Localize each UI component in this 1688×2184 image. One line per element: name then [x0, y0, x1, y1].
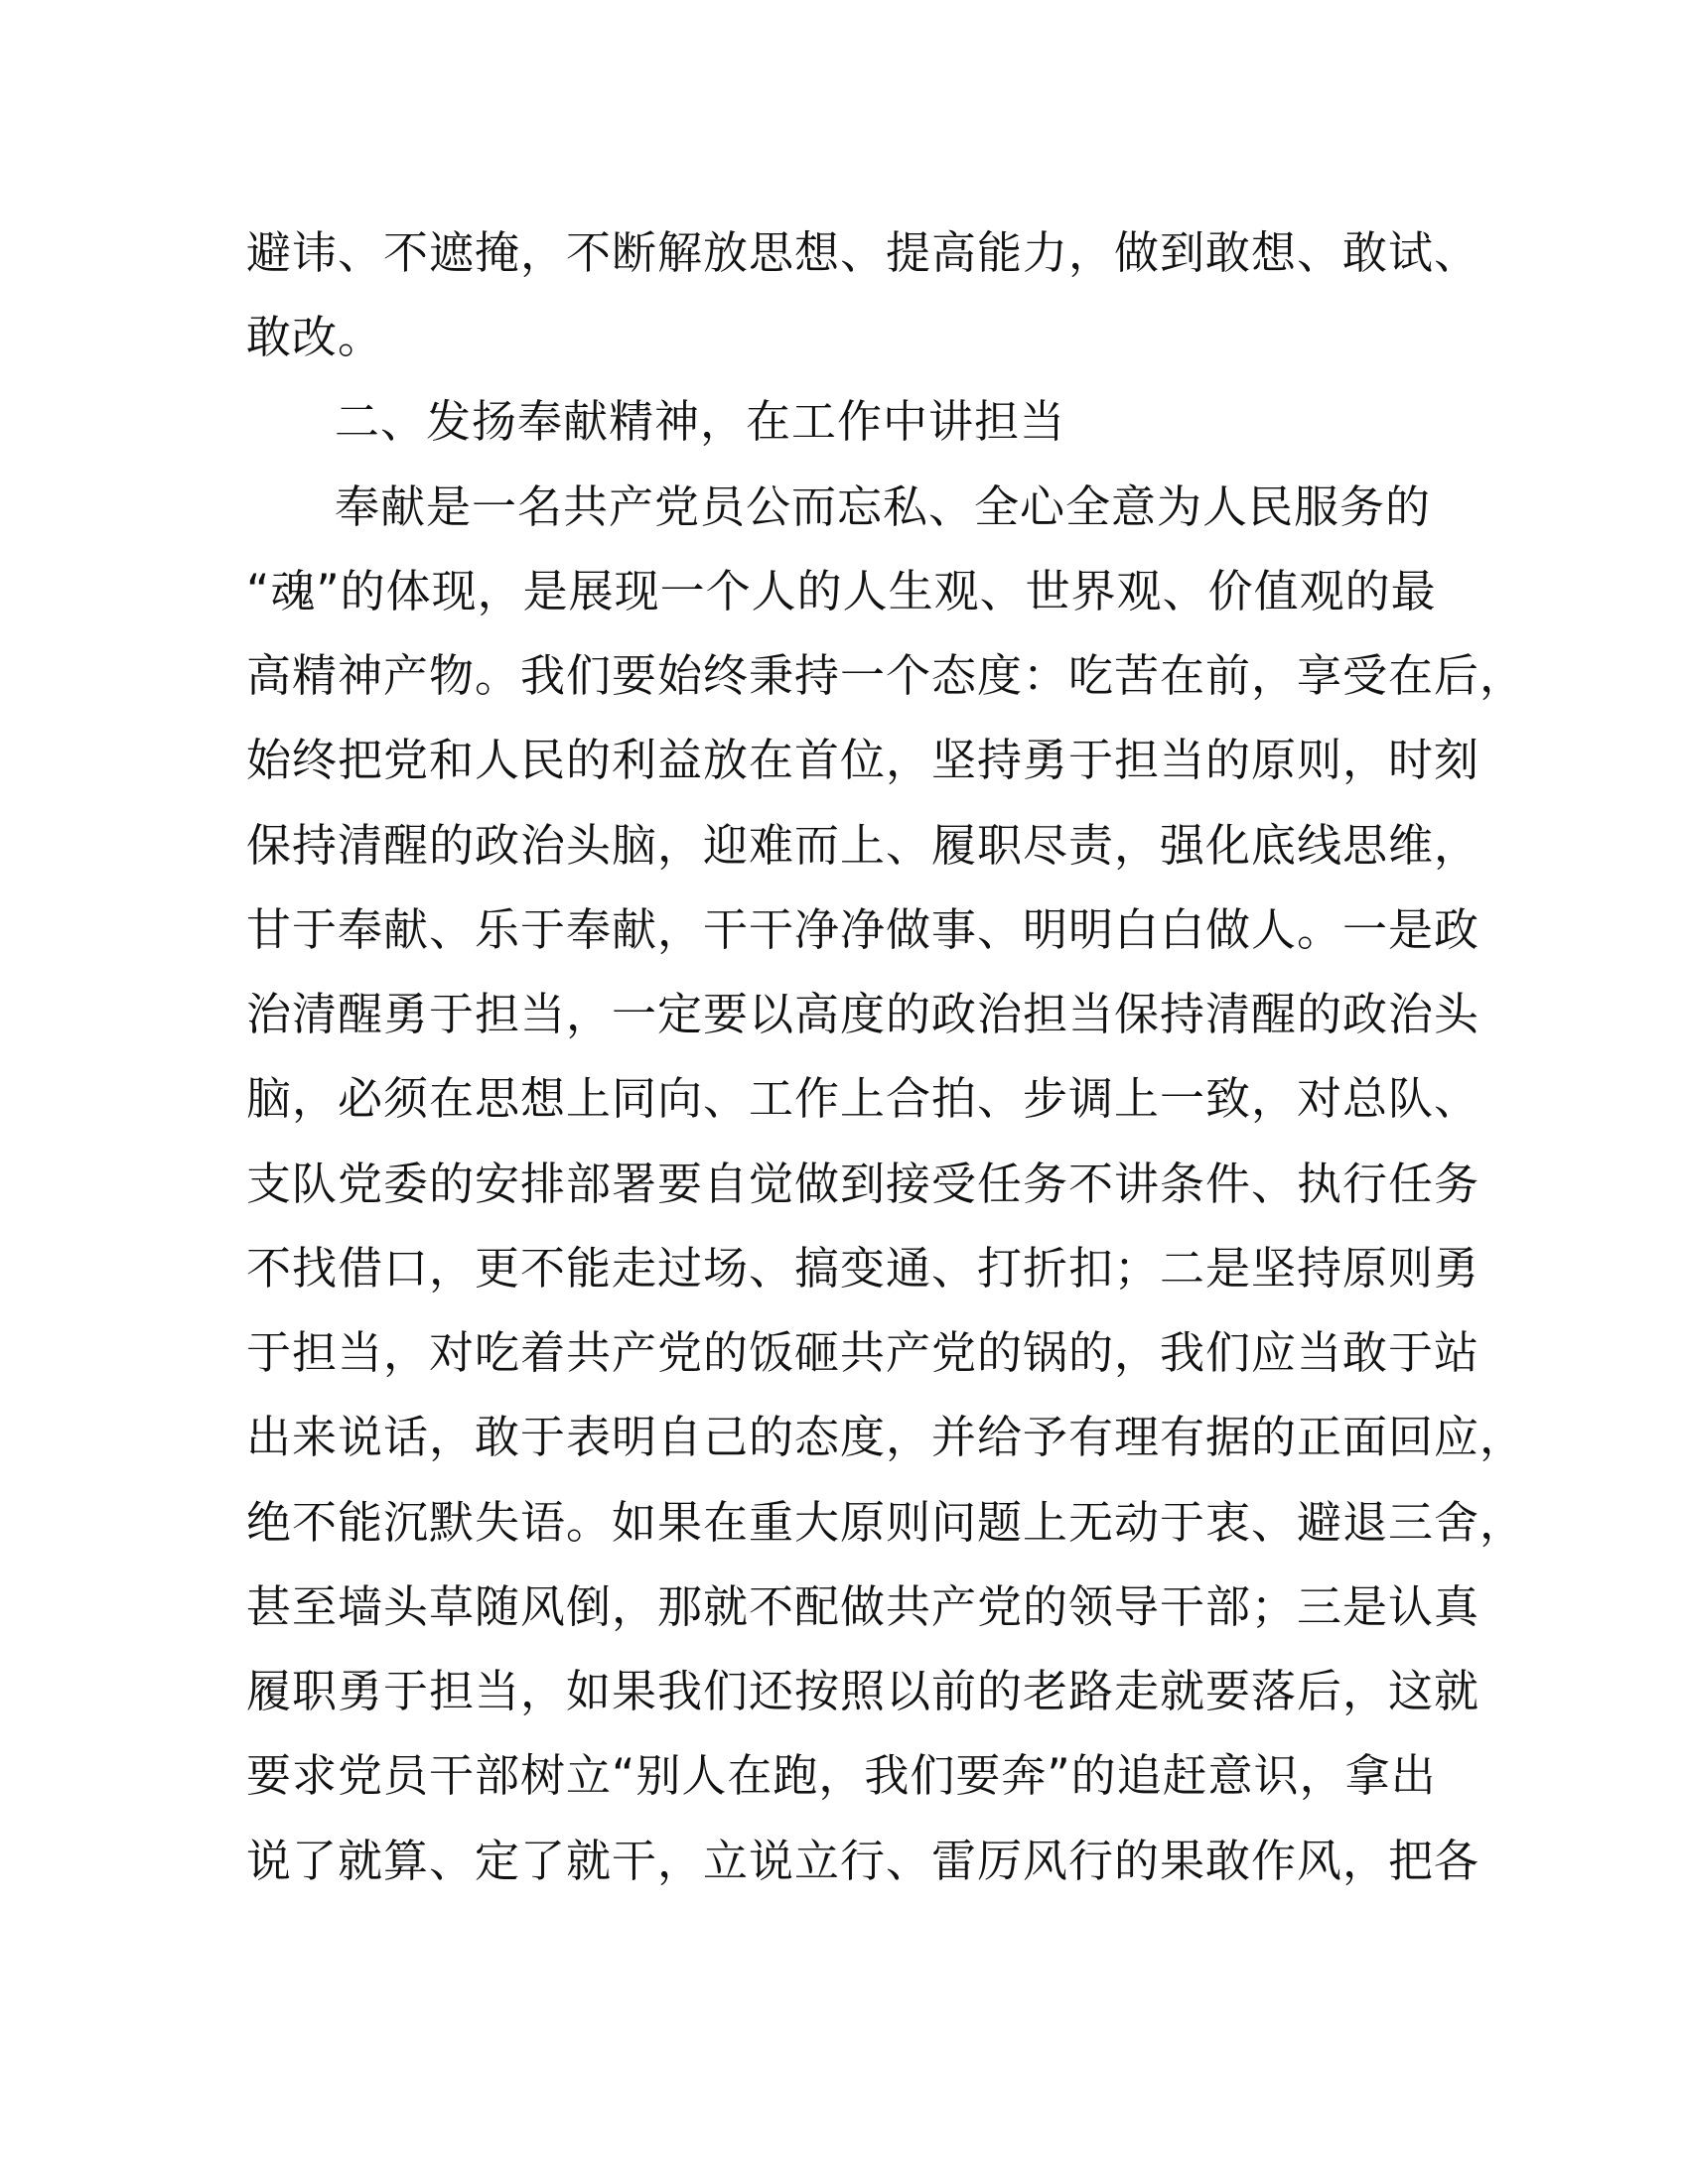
- text-line-6: 高精神产物。我们要始终秉持一个态度：吃苦在前，享受在后，: [246, 649, 1526, 702]
- text-line-9: 甘于奉献、乐于奉献，干干净净做事、明明白白做人。一是政: [246, 903, 1480, 956]
- text-line-1: 避讳、不遮掩，不断解放思想、提高能力，做到敢想、敢试、: [246, 226, 1480, 279]
- text-line-20: 说了就算、定了就干，立说立行、雷厉风行的果敢作风，把各: [246, 1835, 1480, 1887]
- text-line-11: 脑，必须在思想上同向、工作上合拍、步调上一致，对总队、: [246, 1072, 1480, 1125]
- text-line-18: 履职勇于担当，如果我们还按照以前的老路走就要落后，这就: [246, 1665, 1480, 1717]
- text-line-10: 治清醒勇于担当，一定要以高度的政治担当保持清醒的政治头: [246, 988, 1480, 1040]
- text-line-16: 绝不能沉默失语。如果在重大原则问题上无动于衷、避退三舍，: [246, 1496, 1526, 1549]
- text-line-4: 奉献是一名共产党员公而忘私、全心全意为人民服务的: [335, 480, 1432, 533]
- section-heading: 二、发扬奉献精神，在工作中讲担当: [335, 395, 1066, 448]
- text-line-14: 于担当，对吃着共产党的饭砸共产党的锅的，我们应当敢于站: [246, 1326, 1480, 1379]
- text-line-15: 出来说话，敢于表明自己的态度，并给予有理有据的正面回应，: [246, 1411, 1526, 1463]
- text-line-7: 始终把党和人民的利益放在首位，坚持勇于担当的原则，时刻: [246, 734, 1480, 786]
- text-line-2: 敢改。: [246, 311, 384, 363]
- text-line-17: 甚至墙头草随风倒，那就不配做共产党的领导干部；三是认真: [246, 1580, 1480, 1633]
- text-line-8: 保持清醒的政治头脑，迎难而上、履职尽责，强化底线思维，: [246, 819, 1480, 872]
- text-line-5: “魂”的体现，是展现一个人的人生观、世界观、价值观的最: [246, 565, 1437, 617]
- text-line-12: 支队党委的安排部署要自觉做到接受任务不讲条件、执行任务: [246, 1158, 1480, 1210]
- text-line-13: 不找借口，更不能走过场、搞变通、打折扣；二是坚持原则勇: [246, 1242, 1480, 1295]
- text-line-19: 要求党员干部树立“别人在跑，我们要奔”的追赶意识，拿出: [246, 1749, 1437, 1802]
